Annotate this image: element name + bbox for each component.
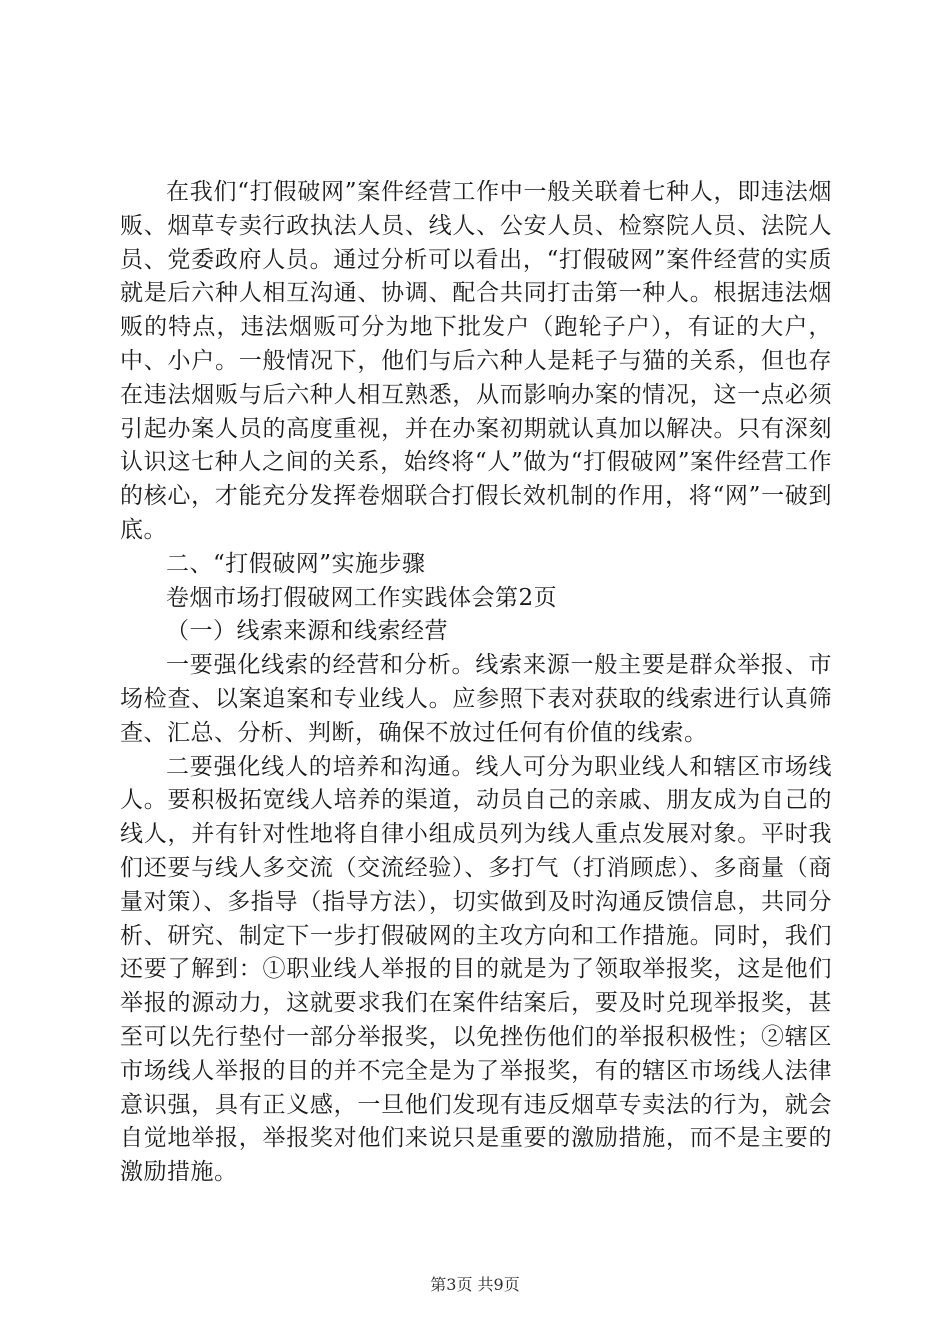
body-text	[120, 176, 832, 1190]
paragraph-intro: 在我们“打假破网”案件经营工作中一般关联着七种人，即违法烟贩、烟草专卖行政执法人员、线人、公安人员、检察院人员、法院人员、党委政府人员。通过分析可以看出，“打假破网”案件经营的实质就是后六种人相互沟通、协调、配合共同打击第一种人。根据违法烟贩的特点，违法烟贩可分为地下批发户（跑轮子户），有证的大户，中、小户。一般情况下，他们与后六种人是耗子与猫的关系，但也存在违法烟贩与后六种人相互熟悉，从而影响办案的情况，这一点必须引起办案人员的高度重视，并在办案初期就认真加以解决。只有深刻认识这七种人之间的关系，始终将“人”做为“打假破网”案件经营工作的核心，才能充分发挥卷烟联合打假长效机制的作用，将“网”一破到底。	[120, 179, 832, 543]
page-title-line: 卷烟市场打假破网工作实践体会第2页	[166, 584, 558, 611]
paragraph-clues: 一要强化线索的经营和分析。线索来源一般主要是群众举报、市场检查、以案追案和专业线人。应参照下表对获取的线索进行认真筛查、汇总、分析、判断，确保不放过任何有价值的线索。	[120, 652, 832, 746]
page-footer: 第3页 共9页	[430, 1275, 520, 1294]
subsection-heading: （一）线索来源和线索经营	[166, 618, 448, 645]
section-heading: 二、“打假破网”实施步骤	[166, 550, 426, 577]
paragraph-informants: 二要强化线人的培养和沟通。线人可分为职业线人和辖区市场线人。要积极拓宽线人培养的渠道，动员自己的亲戚、朋友成为自己的线人，并有针对性地将自律小组成员列为线人重点发展对象。平时我们还要与线人多交流（交流经验）、多打气（打消顾虑）、多商量（商量对策）、多指导（指导方法），切实做到及时沟通反馈信息，共同分析、研究、制定下一步打假破网的主攻方向和工作措施。同时，我们还要了解到：①职业线人举报的目的就是为了领取举报奖，这是他们举报的源动力，这就要求我们在案件结案后，要及时兑现举报奖，甚至可以先行垫付一部分举报奖，以免挫伤他们的举报积极性；②辖区市场线人举报的目的并不完全是为了举报奖，有的辖区市场线人法律意识强，具有正义感，一旦他们发现有违反烟草专卖法的行为，就会自觉地举报，举报奖对他们来说只是重要的激励措施，而不是主要的激励措施。	[120, 753, 832, 1186]
